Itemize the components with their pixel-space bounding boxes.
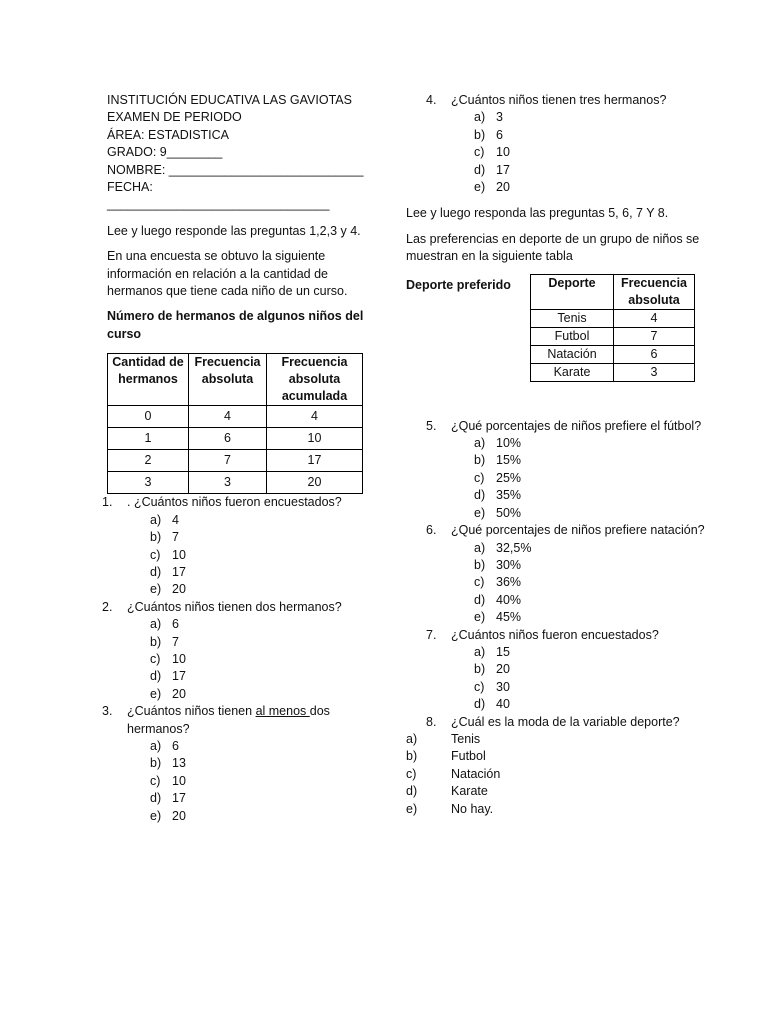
options-5 xyxy=(406,435,706,522)
instruction-left: Lee y luego responde las preguntas 1,2,3 y 4. xyxy=(107,223,361,238)
option[interactable]: c) Natación xyxy=(406,766,501,781)
table-cell: 6 xyxy=(189,428,267,450)
table-row xyxy=(531,309,695,327)
option[interactable]: b) 7 xyxy=(150,530,179,545)
table-cell: 7 xyxy=(614,327,695,345)
options-4 xyxy=(406,109,706,196)
option[interactable]: d) 17 xyxy=(474,162,510,177)
right-column xyxy=(406,92,706,818)
table-cell: 20 xyxy=(267,472,363,494)
question-5: 5. ¿Qué porcentajes de niños prefiere el fútbol? xyxy=(426,418,702,433)
table-row xyxy=(531,345,695,363)
area-label: ÁREA: ESTADISTICA xyxy=(107,127,230,142)
col-header: Frecuencia absoluta xyxy=(189,354,267,406)
question-3: 3. ¿Cuántos niños tienen al menos dos hermanos? xyxy=(102,704,330,736)
option[interactable]: e) 20 xyxy=(150,582,186,597)
table-cell: 10 xyxy=(267,428,363,450)
option[interactable]: b) 15% xyxy=(474,453,522,468)
table-header-row xyxy=(531,274,695,309)
table-cell: Natación xyxy=(531,345,614,363)
option[interactable]: e) 20 xyxy=(150,808,186,823)
options-2 xyxy=(82,616,377,703)
exam-title: EXAMEN DE PERIODO xyxy=(107,110,242,125)
question-text: ¿Cuál es la moda de la variable deporte? xyxy=(451,714,680,729)
options-6 xyxy=(406,540,706,627)
question-2: 2. ¿Cuántos niños tienen dos hermanos? xyxy=(102,599,342,614)
option[interactable]: a) 10% xyxy=(474,436,522,451)
option[interactable]: c) 10 xyxy=(474,145,510,160)
option[interactable]: a) 15 xyxy=(474,644,510,659)
question-4: 4. ¿Cuántos niños tienen tres hermanos? xyxy=(426,93,667,107)
option[interactable]: d) 17 xyxy=(150,564,186,579)
table-cell: 2 xyxy=(108,450,189,472)
question-7: 7. ¿Cuántos niños fueron encuestados? xyxy=(426,627,659,642)
table-cell: 3 xyxy=(614,363,695,381)
option[interactable]: d) Karate xyxy=(406,784,488,799)
option[interactable]: c) 10 xyxy=(150,547,186,562)
table-cell: 3 xyxy=(189,472,267,494)
option[interactable]: c) 25% xyxy=(474,470,522,485)
option[interactable]: e) No hay. xyxy=(406,801,494,816)
exam-header xyxy=(107,92,377,214)
table-cell: Tenis xyxy=(531,309,614,327)
option[interactable]: a) 32,5% xyxy=(474,540,532,555)
question-text: ¿Cuántos niños tienen al menos dos hermanos? xyxy=(127,704,330,736)
table-cell: 4 xyxy=(614,309,695,327)
question-8: 8. ¿Cuál es la moda de la variable deporte? xyxy=(426,714,680,729)
option[interactable]: c) 36% xyxy=(474,575,522,590)
option[interactable]: e) 45% xyxy=(474,610,522,625)
option[interactable]: b) 7 xyxy=(150,634,179,649)
table-cell: 6 xyxy=(614,345,695,363)
table-row xyxy=(108,406,363,428)
table-cell: 4 xyxy=(267,406,363,428)
option[interactable]: e) 20 xyxy=(150,686,186,701)
institution-name: INSTITUCIÓN EDUCATIVA LAS GAVIOTAS xyxy=(107,93,352,107)
options-3 xyxy=(82,738,377,825)
option[interactable]: d) 17 xyxy=(150,791,186,806)
table-label-right: Deporte preferido xyxy=(406,277,511,292)
table-cell: 17 xyxy=(267,450,363,472)
question-text: ¿Qué porcentajes de niños prefiere el fútbol? xyxy=(451,418,702,433)
table-cell: 1 xyxy=(108,428,189,450)
table-cell: 7 xyxy=(189,450,267,472)
col-header: Frecuencia absoluta xyxy=(614,274,695,309)
table-cell: 4 xyxy=(189,406,267,428)
table-row xyxy=(531,363,695,381)
table-title-left: Número de hermanos de algunos niños del curso xyxy=(107,309,364,341)
option[interactable]: b) 20 xyxy=(474,662,510,677)
col-header: Deporte xyxy=(531,274,614,309)
table-row xyxy=(531,327,695,345)
option[interactable]: b) Futbol xyxy=(406,749,486,764)
option[interactable]: b) 6 xyxy=(474,127,503,142)
options-8 xyxy=(406,731,706,818)
sports-table xyxy=(530,274,695,382)
sports-table-block xyxy=(406,274,706,394)
intro-right: Las preferencias en deporte de un grupo de niños se muestran en la siguiente tabla xyxy=(406,231,700,264)
option[interactable]: e) 50% xyxy=(474,505,522,520)
table-cell: Karate xyxy=(531,363,614,381)
option[interactable]: d) 35% xyxy=(474,488,522,503)
option[interactable]: a) 6 xyxy=(150,738,179,753)
siblings-table xyxy=(107,353,363,494)
options-1 xyxy=(82,512,377,599)
option[interactable]: a) 4 xyxy=(150,512,179,527)
option[interactable]: d) 40% xyxy=(474,592,522,607)
option[interactable]: b) 30% xyxy=(474,557,522,572)
option[interactable]: c) 10 xyxy=(150,651,186,666)
option[interactable]: c) 10 xyxy=(150,773,186,788)
option[interactable]: a) 3 xyxy=(474,110,503,125)
question-text: . ¿Cuántos niños fueron encuestados? xyxy=(127,495,342,510)
table-cell: 0 xyxy=(108,406,189,428)
left-column xyxy=(102,92,377,825)
option[interactable]: d) 40 xyxy=(474,697,510,712)
question-1: 1. . ¿Cuántos niños fueron encuestados? xyxy=(102,495,342,510)
instruction-right: Lee y luego responda las preguntas 5, 6, 7 Y 8. xyxy=(406,206,669,221)
question-text: ¿Qué porcentajes de niños prefiere natación? xyxy=(451,523,705,538)
table-row xyxy=(108,450,363,472)
options-7 xyxy=(406,644,706,714)
option[interactable]: a) Tenis xyxy=(406,731,481,746)
intro-left: En una encuesta se obtuvo la siguiente información en relación a la cantidad de hermanos que tiene cada niño de un curso. xyxy=(107,249,348,299)
option[interactable]: c) 30 xyxy=(474,679,510,694)
option[interactable]: d) 17 xyxy=(150,669,186,684)
table-header-row xyxy=(108,354,363,406)
table-cell: Futbol xyxy=(531,327,614,345)
table-cell: 3 xyxy=(108,472,189,494)
grade-field: GRADO: 9________ xyxy=(107,145,223,160)
table-row xyxy=(108,428,363,450)
option[interactable]: b) 13 xyxy=(150,756,186,771)
table-row xyxy=(108,472,363,494)
question-6: 6. ¿Qué porcentajes de niños prefiere natación? xyxy=(426,523,705,538)
question-text: ¿Cuántos niños tienen dos hermanos? xyxy=(127,599,342,614)
col-header: Frecuencia absoluta acumulada xyxy=(267,354,363,406)
name-field: NOMBRE: ____________________________ xyxy=(107,162,364,177)
option[interactable]: e) 20 xyxy=(474,180,510,195)
option[interactable]: a) 6 xyxy=(150,617,179,632)
question-text: ¿Cuántos niños fueron encuestados? xyxy=(451,627,659,642)
col-header: Cantidad de hermanos xyxy=(108,354,189,406)
date-field: FECHA: ________________________________ xyxy=(107,180,330,212)
question-text: ¿Cuántos niños tienen tres hermanos? xyxy=(451,93,667,107)
